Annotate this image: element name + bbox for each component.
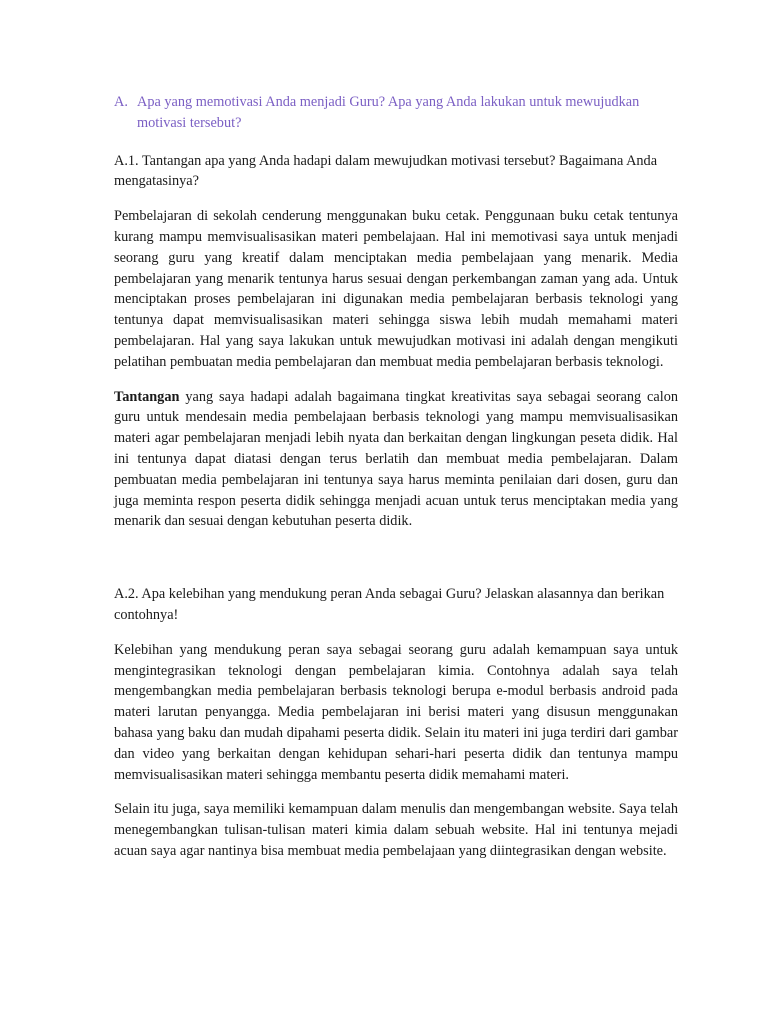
a2-paragraph-2: Selain itu juga, saya memiliki kemampuan dalam menulis dan mengembangan website. Saya telah menegembangkan tulisan-tulisan materi kimia dalam sebuah website. Hal ini tentunya mejadi acuan saya agar nantinya bisa membuat media pembelajaan yang diintegrasikan dengan website. [114, 801, 678, 859]
a2-paragraph-1: Kelebihan yang mendukung peran saya sebagai seorang guru adalah kemampuan saya untuk mengintegrasikan teknologi dengan pembelajaran kimia. Contohnya adalah saya telah mengembangkan media pembelajaran berbasis teknologi berupa e-modul berbasis android pada materi larutan penyangga. Media pembelajaran ini berisi materi yang disusun menggunakan bahasa yang baku dan mudah dipahami peserta didik. Selain itu materi ini juga terdiri dari gambar dan video yang berkaitan dengan kehidupan sehari-hari peserta didik dan tentunya mampu memvisualisasikan materi sehingga membantu peserta didik memahami materi. [114, 641, 678, 783]
section-a-question: Apa yang memotivasi Anda menjadi Guru? Apa yang Anda lakukan untuk mewujudkan motivasi tersebut? [137, 94, 640, 131]
question-a1: A.1. Tantangan apa yang Anda hadapi dalam mewujudkan motivasi tersebut? Bagaimana Anda mengatasinya? [114, 152, 658, 190]
a1-paragraph-2-rest: yang saya hadapi adalah bagaimana tingkat kreativitas saya sebagai seorang calon guru untuk mendesain media pembelajaan berbasis teknologi yang mampu memvisualisasikan materi agar pembelajaran menjadi lebih nyata dan berkaitan dengan lingkungan peseta didik. Hal ini tentunya dapat diatasi dengan terus berlatih dan membuat media pembelajaran. Dalam pembuatan media pembelajaran ini tentunya saya harus meminta penilaian dari dosen, guru dan juga meminta respon peserta didik sehingga menjadi acuan untuk terus menciptakan media yang menarik dan sesuai dengan kebutuhan peserta didik. [114, 388, 678, 530]
question-a2: A.2. Apa kelebihan yang mendukung peran Anda sebagai Guru? Jelaskan alasannya dan berikan contohnya! [114, 586, 665, 623]
a1-paragraph-2 [114, 387, 678, 533]
a1-paragraph-1: Pembelajaran di sekolah cenderung menggunakan buku cetak. Penggunaan buku cetak tentunya kurang mampu memvisualisasikan materi pembelajaan. Hal ini memotivasi saya untuk menjadi seorang guru yang kreatif dalam menciptakan media pembelajaan yang menarik. Media pembelajaran yang menarik tentunya harus sesuai dengan perkembangan zaman yang ada. Untuk menciptakan proses pembelajaran ini digunakan media pembelajaran berbasis teknologi yang tentunya dapat memvisualisasikan materi sehingga siswa lebih mudah memahami materi pembelajaran. Hal yang saya lakukan untuk mewujudkan motivasi ini adalah dengan mengikuti pelatihan pembuatan media pembelajaran dan membuat media pembelajaran berbasis teknologi. [114, 208, 678, 370]
section-spacer [114, 546, 678, 584]
section-a-heading [114, 92, 678, 134]
section-a-letter: A. [114, 94, 128, 110]
a1-paragraph-2-bold: Tantangan [114, 388, 180, 405]
